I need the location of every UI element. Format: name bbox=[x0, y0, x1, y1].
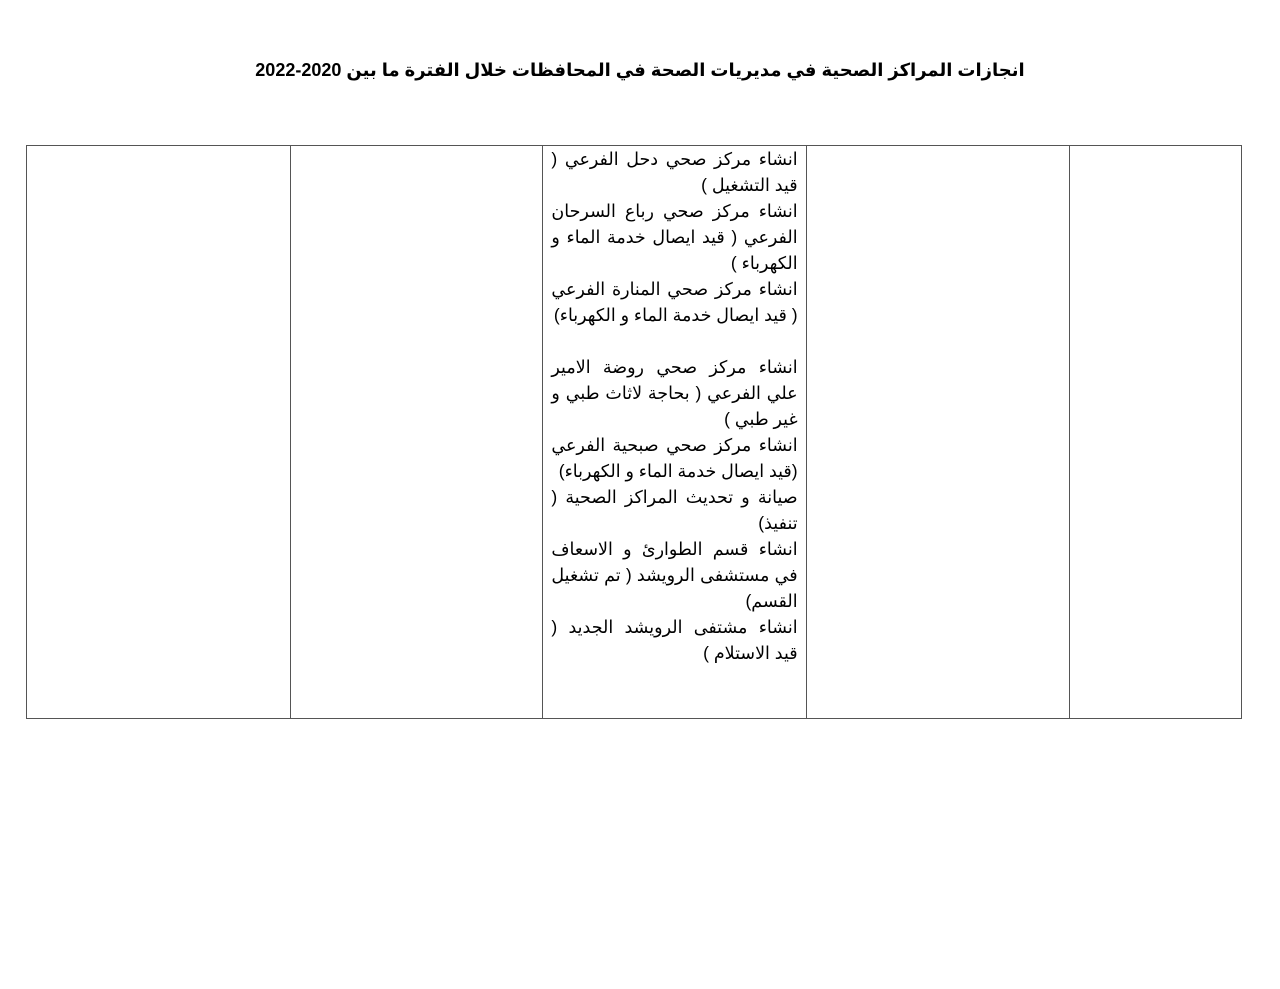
list-item: انشاء مركز صحي دحل الفرعي ( قيد التشغيل ) bbox=[551, 149, 798, 195]
table-cell-empty-right bbox=[1069, 146, 1241, 719]
blank-line bbox=[551, 328, 797, 354]
list-item: انشاء مشتفى الرويشد الجديد ( قيد الاستلام ) bbox=[551, 617, 798, 663]
achievements-table bbox=[26, 145, 1242, 719]
list-item: انشاء مركز صحي المنارة الفرعي ( قيد ايصال خدمة الماء و الكهرباء) bbox=[551, 279, 798, 325]
list-item: انشاء قسم الطوارئ و الاسعاف في مستشفى الرويشد ( تم تشغيل القسم) bbox=[551, 539, 798, 611]
achievements-list bbox=[543, 146, 805, 666]
table-cell-empty-left bbox=[27, 146, 291, 719]
table-row bbox=[27, 146, 1242, 719]
table-cell-empty-second bbox=[291, 146, 543, 719]
table-cell-achievements bbox=[543, 146, 806, 719]
page-title: انجازات المراكز الصحية في مديريات الصحة في المحافظات خلال الفترة ما بين 2020-2022 bbox=[255, 60, 1025, 80]
list-item: انشاء مركز صحي روضة الامير علي الفرعي ( بحاجة لاثاث طبي و غير طبي ) bbox=[551, 357, 798, 429]
list-item: صيانة و تحديث المراكز الصحية ( تنفيذ) bbox=[551, 487, 798, 533]
table-cell-empty-fourth bbox=[806, 146, 1069, 719]
list-item: انشاء مركز صحي صبحية الفرعي (قيد ايصال خدمة الماء و الكهرباء) bbox=[551, 435, 798, 481]
list-item: انشاء مركز صحي رباع السرحان الفرعي ( قيد ايصال خدمة الماء و الكهرباء ) bbox=[551, 201, 798, 273]
